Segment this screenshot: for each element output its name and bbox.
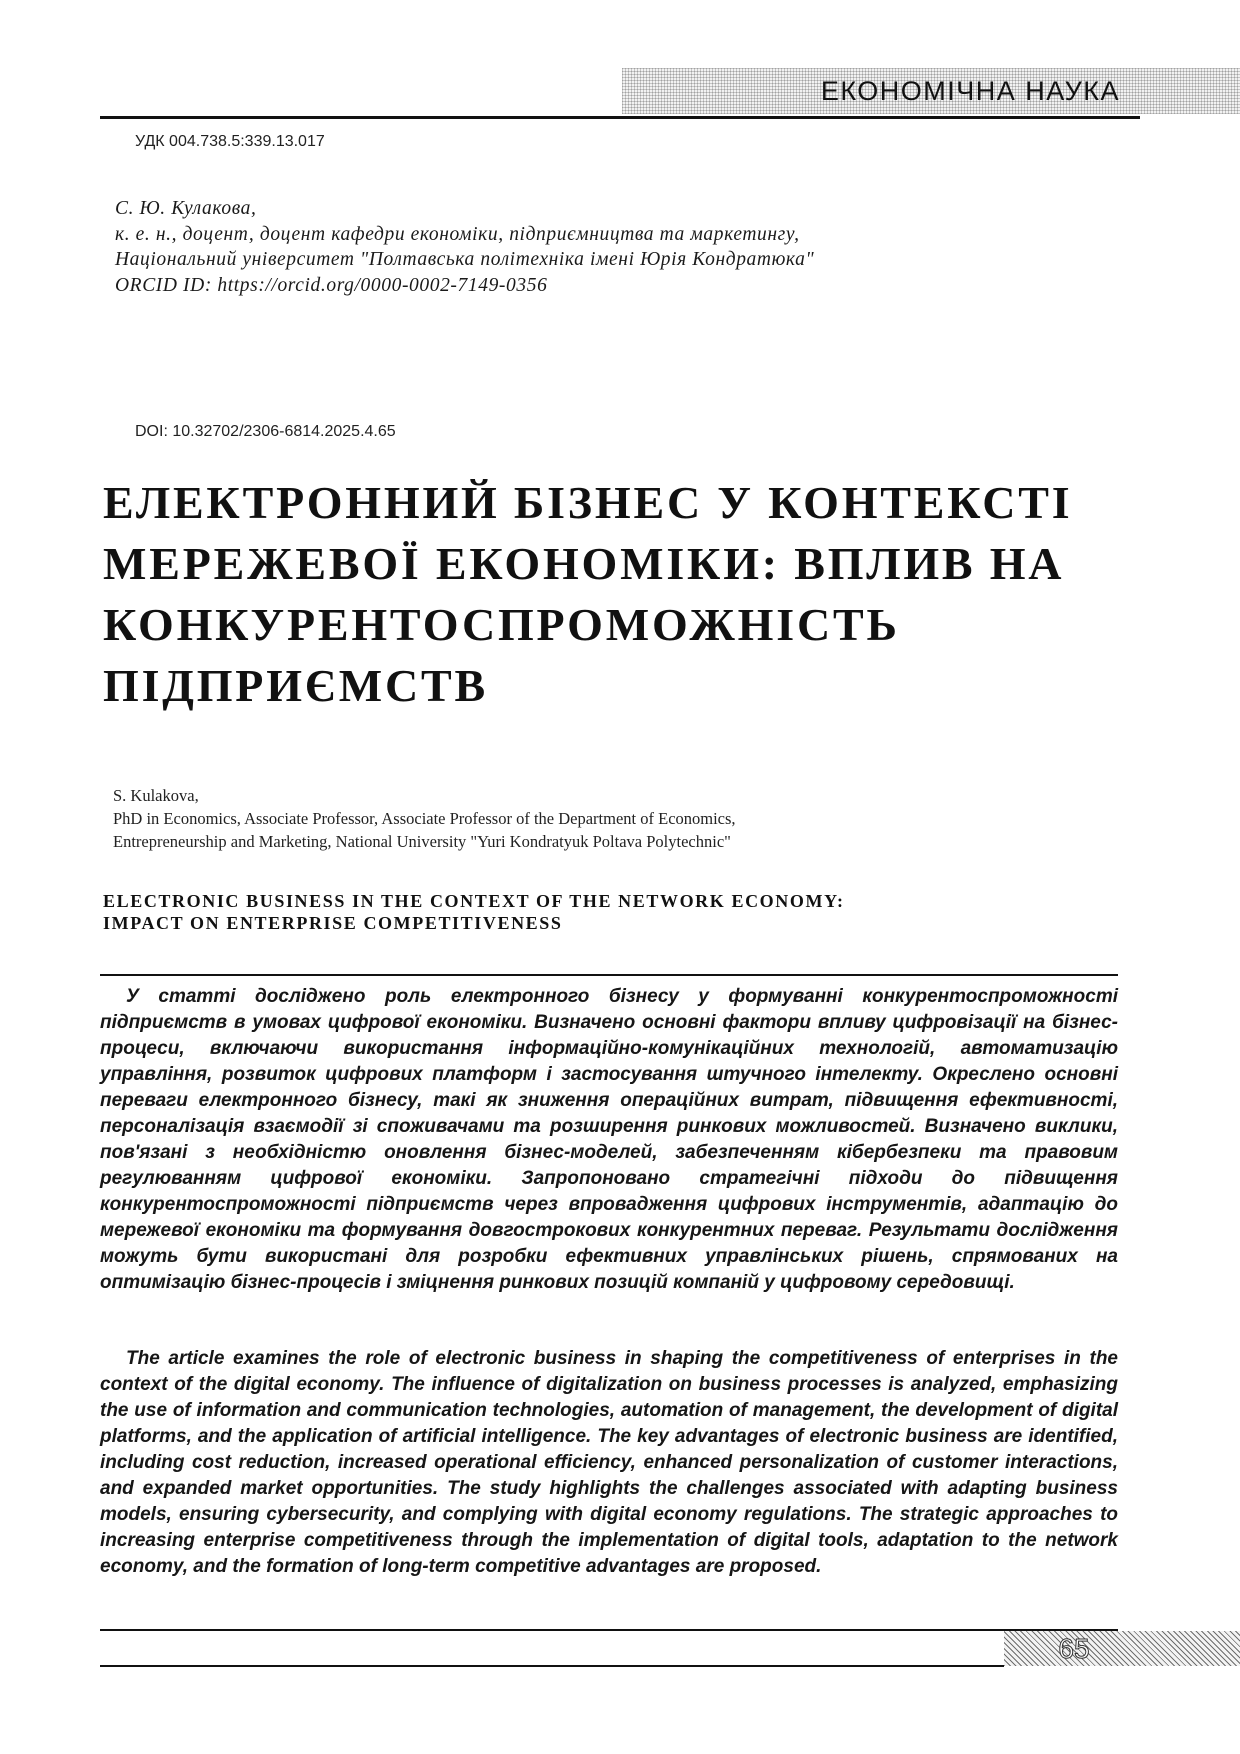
header-rule [100,116,1140,119]
title-line: ЕЛЕКТРОННИЙ БІЗНЕС У КОНТЕКСТІ [103,477,1073,528]
abstract-top-rule [100,974,1118,976]
abstract-en-text: The article examines the role of electronic business in shaping the competitiveness of enterprises in the context of the digital economy. The influence of digitalization on business processes is analyzed, emphasizing the use of information and communication technologies, automation of management, the development of digital platforms, and the application of artificial intelligence. The key advantages of electronic business are identified, including cost reduction, increased operational efficiency, enhanced personalization of customer interactions, and expanded market opportunities. The study highlights the challenges associated with adapting business models, ensuring cybersecurity, and complying with digital economy regulations. The strategic approaches to increasing enterprise competitiveness through the implementation of digital tools, adaptation to the network economy, and the formation of long-term competitive advantages are proposed. [100,1348,1118,1577]
author-affiliation: Національний університет "Полтавська політехніка імені Юрія Кондратюка" [115,249,815,270]
footer-rule [100,1629,1118,1631]
abstract-uk [100,984,1118,1296]
title-line: ПІДПРИЄМСТВ [103,660,488,711]
article-title-uk [103,472,1073,716]
page-number: 65 [1058,1633,1090,1664]
title-en-line: ELECTRONIC BUSINESS IN THE CONTEXT OF THE NETWORK ECONOMY: [103,891,845,911]
footer-rule-lower [100,1665,1004,1667]
author-block-en [113,784,736,853]
title-en-line: IMPACT ON ENTERPRISE COMPETITIVENESS [103,913,563,933]
title-line: КОНКУРЕНТОСПРОМОЖНІСТЬ [103,599,900,650]
abstract-uk-text: У статті досліджено роль електронного бізнесу у формуванні конкурентоспроможності підприємств в умовах цифрової економіки. Визначено основні фактори впливу цифровізації на бізнес-процеси, включаючи використання інформаційно-комунікаційних технологій, автоматизацію управління, розвиток цифрових платформ і застосування штучного інтелекту. Окреслено основні переваги електронного бізнесу, такі як зниження операційних витрат, підвищення ефективності, персоналізація взаємодії зі споживачами та розширення ринкових можливостей. Визначено виклики, пов'язані з необхідністю оновлення бізнес-моделей, забезпеченням кібербезпеки та правовим регулюванням цифрової економіки. Запропоновано стратегічні підходи до підвищення конкурентоспроможності підприємств через впровадження цифрових інструментів, адаптацію до мережевої економіки та формування довгострокових конкурентних переваг. Результати дослідження можуть бути використані для розробки ефективних управлінських рішень, спрямованих на оптимізацію бізнес-процесів і зміцнення ринкових позицій компаній у цифровому середовищі. [100,986,1118,1293]
author-affiliation-en: Entrepreneurship and Marketing, National University "Yuri Kondratyuk Poltava Polytechnic" [113,832,731,851]
udk-code: УДК 004.738.5:339.13.017 [135,133,325,150]
author-name-en: S. Kulakova, [113,786,199,805]
author-orcid: ORCID ID: https://orcid.org/0000-0002-7149-0356 [115,274,548,296]
abstract-en [100,1346,1118,1580]
doi: DOI: 10.32702/2306-6814.2025.4.65 [135,423,396,440]
title-line: МЕРЕЖЕВОЇ ЕКОНОМІКИ: ВПЛИВ НА [103,538,1065,589]
author-position-en: PhD in Economics, Associate Professor, Associate Professor of the Department of Economics, [113,809,736,828]
section-title: ЕКОНОМІЧНА НАУКА [820,76,1120,106]
article-title-en [103,890,845,934]
author-block-uk [115,196,814,298]
author-name: С. Ю. Кулакова, [115,198,257,219]
author-position: к. е. н., доцент, доцент кафедри економіки, підприємництва та маркетингу, [115,223,800,245]
